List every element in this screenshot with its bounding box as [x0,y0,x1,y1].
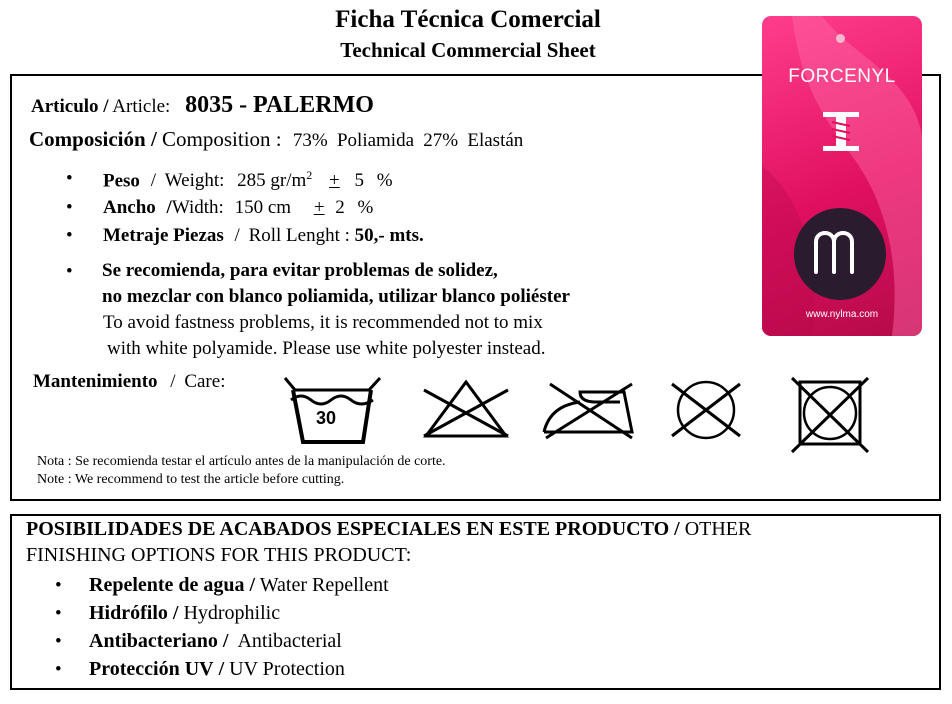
tag-brand: FORCENYL [788,66,896,87]
weight-slash: / [150,170,156,192]
page-title: Ficha Técnica Comercial [335,6,601,33]
no-dry-clean-icon [668,380,744,440]
weight-unit-sup: 2 [306,168,313,182]
care-label-en: Care: [184,371,226,392]
recommendation-es-2 [102,286,570,308]
bullet: • [66,197,73,218]
finishing-item-es: Hidrófilo [89,602,168,624]
roll-value: 50,- mts. [354,225,424,246]
article-row [31,92,374,119]
no-iron-icon [540,380,636,440]
finishing-item-en: Hydrophilic [183,602,281,624]
width-slash: / [166,197,172,218]
roll-label-en: Roll Lenght : [248,225,350,246]
finishing-item-es: Repelente de agua [89,574,245,596]
finishing-item-es: Antibacteriano [89,630,218,652]
width-label-es: Ancho [103,197,156,218]
width-row [103,197,373,219]
composition-pa-pct: 73% [292,130,328,151]
wash-temp: 30 [316,408,337,428]
article-label-es: Articulo [31,96,99,117]
finishing-item-en: UV Protection [229,658,345,680]
composition-el-pct: 27% [423,130,459,151]
width-value: 150 cm [234,197,292,218]
recommendation-es-1-text: Se recomienda, para evitar problemas de solidez, [102,260,498,281]
recommendation-en-1: To avoid fastness problems, it is recommended not to mix [103,312,543,333]
finishing-item [89,574,389,597]
nylma-logo-circle [794,208,886,300]
composition-label-es: Composición [29,127,146,151]
care-row [33,371,225,393]
tag-hole [836,34,845,43]
finishing-item [89,630,342,653]
finishing-item-en: Water Repellent [259,574,389,596]
finishing-item [89,602,280,625]
composition-pa-name: Poliamida [336,130,415,151]
roll-slash: / [234,225,240,246]
recommendation-es-2-text: no mezclar con blanco poliamida, utilizar blanco poliéster [102,286,570,307]
finishing-item-slash: / [218,658,225,680]
finishing-item [89,658,345,681]
finishing-heading-line1 [26,518,751,541]
finishing-item-slash: / [222,630,229,652]
tag-url: www.nylma.com [805,309,879,320]
weight-pct: % [376,170,393,192]
weight-label-es: Peso [103,170,140,192]
care-label-es: Mantenimiento [33,371,158,392]
finishing-item-es: Protección UV [89,658,214,680]
finishing-heading-es: POSIBILIDADES DE ACABADOS ESPECIALES EN ESTE PRODUCTO / [26,518,680,540]
note-es: Nota : Se recomienda testar el artículo antes de la manipulación de corte. [37,454,446,469]
recommendation-en-2: with white polyamide. Please use white polyester instead. [107,338,546,359]
composition-slash: / [150,127,157,151]
weight-row [103,168,393,192]
note-en: Note : We recommend to test the article before cutting. [37,472,345,487]
width-plusminus: + [313,197,325,218]
article-slash: / [103,96,109,117]
bullet: • [66,168,73,189]
bullet: • [66,261,73,282]
weight-tolerance: 5 [354,170,365,192]
composition-label-en: Composition : [162,127,282,151]
recommendation-es-1 [102,260,498,282]
weight-plusminus: + [329,170,340,192]
finishing-item-en: Antibacterial [237,630,342,652]
finishing-item-slash: / [172,602,179,624]
bullet: • [55,575,62,596]
finishing-item-slash: / [249,574,256,596]
article-label-en: Article: [112,96,171,117]
page-subtitle: Technical Commercial Sheet [340,38,596,62]
bullet: • [55,603,62,624]
width-pct: % [357,197,374,218]
wash-30-icon [283,376,383,448]
composition-row [29,127,523,152]
no-tumble-dry-icon [790,376,870,454]
bullet: • [55,659,62,680]
roll-label-es: Metraje Piezas [103,225,224,246]
bullet: • [66,225,73,246]
roll-row [103,225,424,247]
width-tolerance: 2 [335,197,345,218]
weight-value: 285 gr/m [237,170,307,192]
width-label-en: Width: [171,197,224,218]
weight-label-en: Weight: [164,170,225,192]
composition-el-name: Elastán [467,130,524,151]
tag-artwork [762,16,922,336]
bullet: • [55,631,62,652]
care-slash: / [170,371,176,392]
finishing-heading-en-2: FINISHING OPTIONS FOR THIS PRODUCT: [26,544,412,566]
finishing-heading-en-1: OTHER [684,518,752,540]
product-hang-tag [762,16,922,336]
article-value: 8035 - PALERMO [185,92,374,118]
no-bleach-icon [420,378,512,440]
